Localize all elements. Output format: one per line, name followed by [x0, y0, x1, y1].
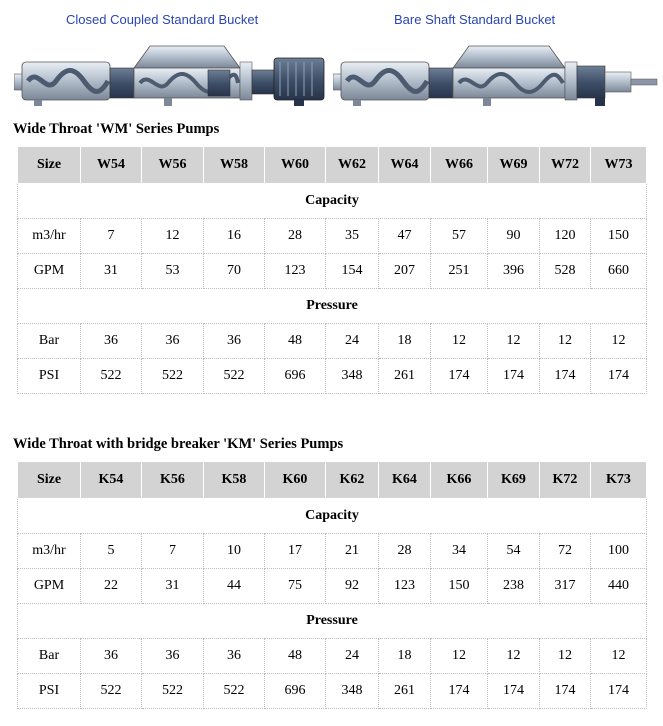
table-cell: 36 [81, 324, 142, 359]
group-row [18, 289, 647, 324]
model-header: W56 [142, 147, 204, 184]
table-cell: 10 [204, 534, 265, 569]
model-header: K66 [431, 462, 488, 499]
group-row [18, 184, 647, 219]
table-cell: 12 [431, 324, 488, 359]
table-cell: 440 [591, 569, 647, 604]
group-label: Pressure [18, 604, 647, 639]
table-cell: 238 [488, 569, 540, 604]
table-cell: 57 [431, 219, 488, 254]
bare-shaft-caption: Bare Shaft Standard Bucket [394, 12, 556, 27]
table-row [18, 254, 647, 289]
table-cell: 150 [591, 219, 647, 254]
table-row [18, 674, 647, 709]
closed-coupled-caption: Closed Coupled Standard Bucket [66, 12, 259, 27]
table-cell: 396 [488, 254, 540, 289]
row-label: m3/hr [18, 534, 81, 569]
table-cell: 522 [204, 674, 265, 709]
table-cell: 174 [540, 674, 591, 709]
table-cell: 174 [431, 359, 488, 394]
table-cell: 7 [81, 219, 142, 254]
table-cell: 261 [379, 674, 431, 709]
table-row [18, 639, 647, 674]
wm-series-title: Wide Throat 'WM' Series Pumps [13, 121, 220, 137]
model-header: K58 [204, 462, 265, 499]
table-cell: 54 [488, 534, 540, 569]
pump-illustrations [0, 0, 663, 112]
table-cell: 53 [142, 254, 204, 289]
table-cell: 174 [591, 359, 647, 394]
table-cell: 92 [326, 569, 379, 604]
model-header: W66 [431, 147, 488, 184]
wm-series-table [17, 146, 647, 394]
bare-shaft-pump-image [333, 40, 659, 108]
table-cell: 75 [265, 569, 326, 604]
closed-coupled-pump-image [14, 40, 326, 108]
table-cell: 36 [142, 639, 204, 674]
table-cell: 528 [540, 254, 591, 289]
table-cell: 36 [142, 324, 204, 359]
table-cell: 31 [81, 254, 142, 289]
model-header: W73 [591, 147, 647, 184]
table-cell: 36 [81, 639, 142, 674]
table-cell: 696 [265, 359, 326, 394]
table-cell: 12 [431, 639, 488, 674]
table-cell: 660 [591, 254, 647, 289]
table-cell: 317 [540, 569, 591, 604]
table-row [18, 219, 647, 254]
table-cell: 31 [142, 569, 204, 604]
table-cell: 123 [265, 254, 326, 289]
table-cell: 5 [81, 534, 142, 569]
table-cell: 12 [142, 219, 204, 254]
table-cell: 696 [265, 674, 326, 709]
table-cell: 522 [81, 359, 142, 394]
model-header: K54 [81, 462, 142, 499]
table-cell: 150 [431, 569, 488, 604]
row-label: m3/hr [18, 219, 81, 254]
table-cell: 522 [204, 359, 265, 394]
table-cell: 174 [488, 359, 540, 394]
table-cell: 22 [81, 569, 142, 604]
table-cell: 72 [540, 534, 591, 569]
row-label: GPM [18, 254, 81, 289]
group-row [18, 604, 647, 639]
model-header: K64 [379, 462, 431, 499]
model-header: K60 [265, 462, 326, 499]
row-label: Bar [18, 324, 81, 359]
model-header: K56 [142, 462, 204, 499]
group-label: Capacity [18, 184, 647, 219]
row-label: PSI [18, 359, 81, 394]
row-label: GPM [18, 569, 81, 604]
table-cell: 348 [326, 674, 379, 709]
table-cell: 174 [540, 359, 591, 394]
table-cell: 120 [540, 219, 591, 254]
size-header: Size [18, 147, 81, 184]
table-cell: 48 [265, 324, 326, 359]
table-cell: 12 [540, 324, 591, 359]
table-cell: 17 [265, 534, 326, 569]
table-cell: 522 [81, 674, 142, 709]
table-cell: 28 [265, 219, 326, 254]
table-cell: 36 [204, 639, 265, 674]
table-cell: 16 [204, 219, 265, 254]
model-header: W69 [488, 147, 540, 184]
table-cell: 522 [142, 674, 204, 709]
table-row [18, 324, 647, 359]
table-cell: 12 [488, 324, 540, 359]
table-cell: 12 [540, 639, 591, 674]
table-row [18, 359, 647, 394]
table-row [18, 569, 647, 604]
model-header: W72 [540, 147, 591, 184]
table-cell: 35 [326, 219, 379, 254]
group-label: Capacity [18, 499, 647, 534]
table-cell: 47 [379, 219, 431, 254]
group-row [18, 499, 647, 534]
model-header: W60 [265, 147, 326, 184]
table-row [18, 534, 647, 569]
table-cell: 36 [204, 324, 265, 359]
model-header: K72 [540, 462, 591, 499]
group-label: Pressure [18, 289, 647, 324]
table-cell: 18 [379, 639, 431, 674]
table-cell: 154 [326, 254, 379, 289]
km-series-table [17, 461, 647, 709]
table-cell: 12 [488, 639, 540, 674]
table-cell: 34 [431, 534, 488, 569]
size-header: Size [18, 462, 81, 499]
model-header: W54 [81, 147, 142, 184]
header-row [18, 462, 647, 499]
model-header: W64 [379, 147, 431, 184]
km-series-title: Wide Throat with bridge breaker 'KM' Series Pumps [13, 436, 344, 452]
row-label: PSI [18, 674, 81, 709]
table-cell: 18 [379, 324, 431, 359]
header-row [18, 147, 647, 184]
table-cell: 12 [591, 324, 647, 359]
table-cell: 44 [204, 569, 265, 604]
table-cell: 24 [326, 324, 379, 359]
table-cell: 70 [204, 254, 265, 289]
table-cell: 174 [591, 674, 647, 709]
table-cell: 174 [488, 674, 540, 709]
table-cell: 348 [326, 359, 379, 394]
table-cell: 174 [431, 674, 488, 709]
table-cell: 28 [379, 534, 431, 569]
model-header: W58 [204, 147, 265, 184]
table-cell: 261 [379, 359, 431, 394]
table-cell: 21 [326, 534, 379, 569]
table-cell: 100 [591, 534, 647, 569]
table-cell: 123 [379, 569, 431, 604]
table-cell: 48 [265, 639, 326, 674]
row-label: Bar [18, 639, 81, 674]
model-header: W62 [326, 147, 379, 184]
table-cell: 207 [379, 254, 431, 289]
table-cell: 12 [591, 639, 647, 674]
table-cell: 522 [142, 359, 204, 394]
table-cell: 24 [326, 639, 379, 674]
table-cell: 7 [142, 534, 204, 569]
model-header: K73 [591, 462, 647, 499]
table-cell: 251 [431, 254, 488, 289]
model-header: K69 [488, 462, 540, 499]
model-header: K62 [326, 462, 379, 499]
table-cell: 90 [488, 219, 540, 254]
